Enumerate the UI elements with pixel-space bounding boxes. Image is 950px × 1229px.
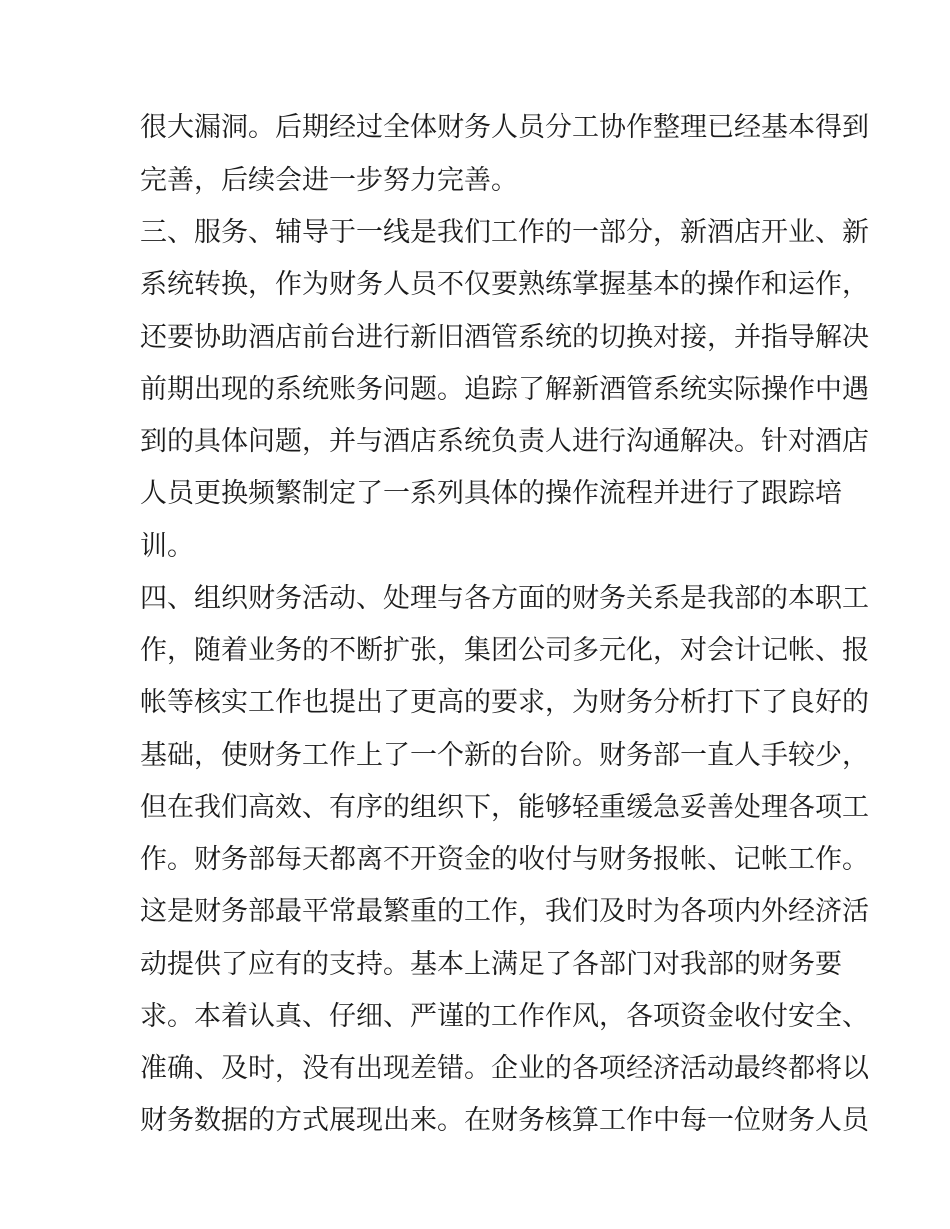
text-line: 财务数据的方式展现出来。在财务核算工作中每一位财务人员 [140, 1105, 869, 1136]
text-line: 到的具体问题，并与酒店系统负责人进行沟通解决。针对酒店 [140, 426, 869, 457]
text-line: 但在我们高效、有序的组织下，能够轻重缓急妥善处理各项工 [140, 792, 869, 823]
text-line: 准确、及时，没有出现差错。企业的各项经济活动最终都将以 [140, 1053, 869, 1084]
text-line: 帐等核实工作也提出了更高的要求，为财务分析打下了良好的 [140, 687, 869, 718]
text-line: 前期出现的系统账务问题。追踪了解新酒管系统实际操作中遇 [140, 374, 869, 405]
text-line: 作。财务部每天都离不开资金的收付与财务报帐、记帐工作。 [140, 844, 869, 875]
text-line: 还要协助酒店前台进行新旧酒管系统的切换对接，并指导解决 [140, 322, 869, 353]
text-line: 系统转换，作为财务人员不仅要熟练掌握基本的操作和运作， [140, 269, 869, 300]
text-line: 求。本着认真、仔细、严谨的工作作风，各项资金收付安全、 [140, 1001, 869, 1032]
text-line: 很大漏洞。后期经过全体财务人员分工协作整理已经基本得到 [140, 112, 869, 143]
text-line: 动提供了应有的支持。基本上满足了各部门对我部的财务要 [140, 949, 842, 980]
text-line: 训。 [140, 531, 194, 562]
text-line: 三、服务、辅导于一线是我们工作的一部分，新酒店开业、新 [140, 217, 869, 248]
text-line: 人员更换频繁制定了一系列具体的操作流程并进行了跟踪培 [140, 478, 842, 509]
text-line: 完善，后续会进一步努力完善。 [140, 165, 518, 196]
text-line: 基础，使财务工作上了一个新的台阶。财务部一直人手较少， [140, 740, 869, 771]
text-line: 作，随着业务的不断扩张，集团公司多元化，对会计记帐、报 [140, 635, 869, 666]
text-line: 这是财务部最平常最繁重的工作，我们及时为各项内外经济活 [140, 896, 869, 927]
text-line: 四、组织财务活动、处理与各方面的财务关系是我部的本职工 [140, 583, 869, 614]
